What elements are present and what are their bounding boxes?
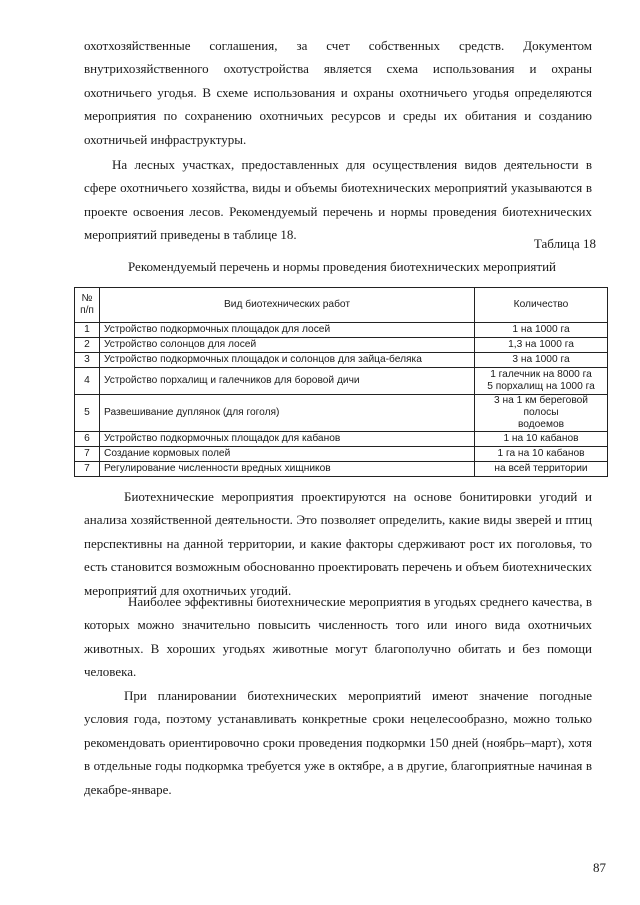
row-num: 3 — [75, 353, 100, 368]
row-qty-line1: 3 на 1 км береговой полосы — [494, 395, 588, 418]
paragraph-effectiveness: Наиболее эффективны биотехнические мероприятия в угодьях среднего качества, в которых можно значительно повысить численность того или иного вида охотничьих животных. В хороших угодьях животные могут благополучно обитать и без помощи человека. — [84, 594, 592, 680]
page-number: 87 — [593, 860, 606, 875]
row-work: Создание кормовых полей — [100, 447, 475, 462]
table-row — [75, 323, 608, 338]
table-row — [75, 368, 608, 395]
row-qty — [475, 447, 608, 462]
table-row — [75, 353, 608, 368]
paragraph-intro: охотхозяйственные соглашения, за счет собственных средств. Документом внутрихозяйственного охотустройства является схема использования и охраны охотничьего угодья. В схеме использования и охраны охотничьего угодья определяются мероприятия по сохранению охотничьих ресурсов и среды их обитания и созданию охотничьей инфраструктуры. — [84, 38, 592, 147]
row-qty — [475, 323, 608, 338]
table-row — [75, 432, 608, 447]
header-work: Вид биотехнических работ — [100, 288, 475, 323]
row-qty-line1: 1 на 10 кабанов — [503, 433, 579, 444]
row-work: Развешивание дуплянок (для гоголя) — [100, 395, 475, 432]
row-num: 5 — [75, 395, 100, 432]
table-row — [75, 462, 608, 477]
table-header-row — [75, 288, 608, 323]
row-qty — [475, 338, 608, 353]
row-qty-line1: 1 на 1000 га — [512, 324, 570, 335]
header-num-line1: № — [81, 293, 93, 304]
table-number-label: Таблица 18 — [533, 236, 596, 251]
table-row — [75, 338, 608, 353]
paragraph-forest-plots: На лесных участках, предоставленных для осуществления видов деятельности в сфере охотничьего хозяйства, виды и объемы биотехнических мероприятий указываются в проекте освоения лесов. Рекомендуемый перечень и нормы проведения биотехнических мероприятий приведены в таблице 18. — [84, 157, 592, 243]
header-num-line2: п/п — [80, 305, 94, 316]
row-work: Устройство подкормочных площадок для лосей — [100, 323, 475, 338]
paragraph-weather: При планировании биотехнических мероприятий имеют значение погодные условия года, поэтому устанавливать конкретные сроки нецелесообразно, можно только рекомендовать ориентировочно сроки проведения подкормки 150 дней (ноябрь–март), хотя в отдельные годы подкормка требуется уже в октябре, а в другие, благоприятные начиная в декабре-январе. — [84, 688, 592, 797]
row-num: 4 — [75, 368, 100, 395]
row-work: Регулирование численности вредных хищников — [100, 462, 475, 477]
row-num: 6 — [75, 432, 100, 447]
row-qty — [475, 432, 608, 447]
row-work: Устройство подкормочных площадок и солонцов для зайца-беляка — [100, 353, 475, 368]
row-qty-line1: на всей территории — [494, 463, 588, 474]
row-num: 7 — [75, 447, 100, 462]
row-qty-line1: 1 галечник на 8000 га — [490, 369, 592, 380]
row-num: 1 — [75, 323, 100, 338]
row-qty-line2: водоемов — [517, 419, 565, 430]
row-work: Устройство подкормочных площадок для кабанов — [100, 432, 475, 447]
row-qty-line2: 5 порхалищ на 1000 га — [487, 381, 595, 392]
row-qty — [475, 353, 608, 368]
row-qty — [475, 462, 608, 477]
row-qty-line1: 1,3 на 1000 га — [508, 339, 574, 350]
table-caption: Рекомендуемый перечень и нормы проведения биотехнических мероприятий — [127, 259, 557, 274]
table-row — [75, 395, 608, 432]
table-row — [75, 447, 608, 462]
row-qty — [475, 368, 608, 395]
header-qty: Количество — [475, 288, 608, 323]
paragraph-planning-basis: Биотехнические мероприятия проектируются на основе бонитировки угодий и анализа хозяйственной деятельности. Это позволяет определить, какие виды зверей и птиц перспективны на данной территории, и какие факторы сдерживают рост их поголовья, то есть становится возможным обоснованно проектировать перечень и объем биотехнических мероприятий для охотничьих угодий. — [84, 489, 592, 598]
row-qty-line1: 1 га на 10 кабанов — [497, 448, 585, 459]
row-work: Устройство солонцов для лосей — [100, 338, 475, 353]
biotech-measures-table — [74, 287, 608, 477]
row-qty — [475, 395, 608, 432]
row-work: Устройство порхалищ и галечников для боровой дичи — [100, 368, 475, 395]
row-num: 2 — [75, 338, 100, 353]
header-num — [75, 288, 100, 323]
row-qty-line1: 3 на 1000 га — [512, 354, 570, 365]
row-num: 7 — [75, 462, 100, 477]
